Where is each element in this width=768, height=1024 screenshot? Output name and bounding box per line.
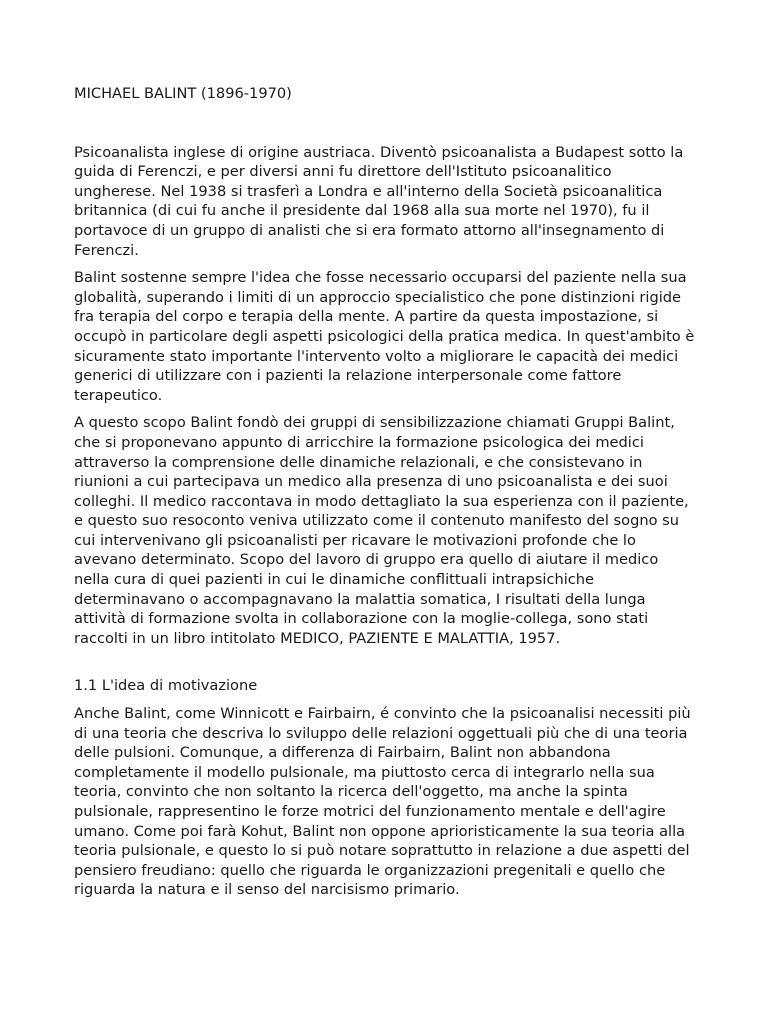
paragraph-approach: Balint sostenne sempre l'idea che fosse necessario occuparsi del paziente nella sua globalità, superando i limiti di un approccio specialistico che pone distinzioni rigide fra terapia del corpo e terapia della mente. A partire da questa impostazione, si occupò in particolare degli aspetti psicologici della pratica medica. In quest'ambito è sicuramente stato importante l'intervento volto a migliorare le capacità dei medici generici di utilizzare con i pazienti la relazione interpersonale come fattore terapeutico. xyxy=(74,269,695,404)
spacer xyxy=(74,405,698,413)
paragraph-intro: Psicoanalista inglese di origine austriaca. Diventò psicoanalista a Budapest sotto la guida di Ferenczi, e per diversi anni fu direttore dell'Istituto psicoanalitico ungherese. Nel 1938 si trasferì a Londra e all'interno della Società psicoanalitica britannica (di cui fu anche il presidente dal 1968 alla sua morte nel 1970), fu il portavoce di un gruppo di analisti che si era formato attorno all'insegnamento di Ferenczi. xyxy=(74,143,684,259)
spacer xyxy=(74,696,698,704)
section-heading: 1.1 L'idea di motivazione xyxy=(74,677,258,695)
paragraph-balint-groups: A questo scopo Balint fondò dei gruppi di sensibilizzazione chiamati Gruppi Balint, che si proponevano appunto di arricchire la formazione psicologica dei medici attraverso la comprensione delle dinamiche relazionali, e che consistevano in riunioni a cui partecipava un medico alla presenza di uno psicoanalista e dei suoi colleghi. Il medico raccontava in modo dettagliato la sua esperienza con il paziente, e questo suo resoconto veniva utilizzato come il contenuto manifesto del sogno su cui intervenivano gli psicoanalisti per ricavare le motivazioni profonde che lo avevano determinato. Scopo del lavoro di gruppo era quello di aiutare il medico nella cura di quei pazienti in cui le dinamiche conflittuali intrapsichiche determinavano o accompagnavano la malattia somatica, I risultati della lunga attività di formazione svolta in collaborazione con la moglie-collega, sono stati raccolti in un libro intitolato MEDICO, PAZIENTE E MALATTIA, 1957. xyxy=(74,414,689,647)
document-title: MICHAEL BALINT (1896-1970) xyxy=(74,85,292,102)
spacer xyxy=(74,104,698,143)
spacer xyxy=(74,260,698,268)
spacer xyxy=(74,648,698,676)
document-page xyxy=(74,84,698,900)
paragraph-motivation: Anche Balint, come Winnicott e Fairbairn, é convinto che la psicoanalisi necessiti più di una teoria che descriva lo sviluppo delle relazioni oggettuali più che di una teoria delle pulsioni. Comunque, a differenza di Fairbairn, Balint non abbandona completamente il modello pulsionale, ma piuttosto cerca di integrarlo nella sua teoria, convinto che non soltanto la ricerca dell'oggetto, ma anche la spinta pulsionale, rappresentino le forze motrici del funzionamento mentale e dell'agire umano. Come poi farà Kohut, Balint non oppone aprioristicamente la sua teoria alla teoria pulsionale, e questo lo si può notare soprattutto in relazione a due aspetti del pensiero freudiano: quello che riguarda le organizzazioni pregenitali e quello che riguarda la natura e il senso del narcisismo primario. xyxy=(74,705,691,899)
